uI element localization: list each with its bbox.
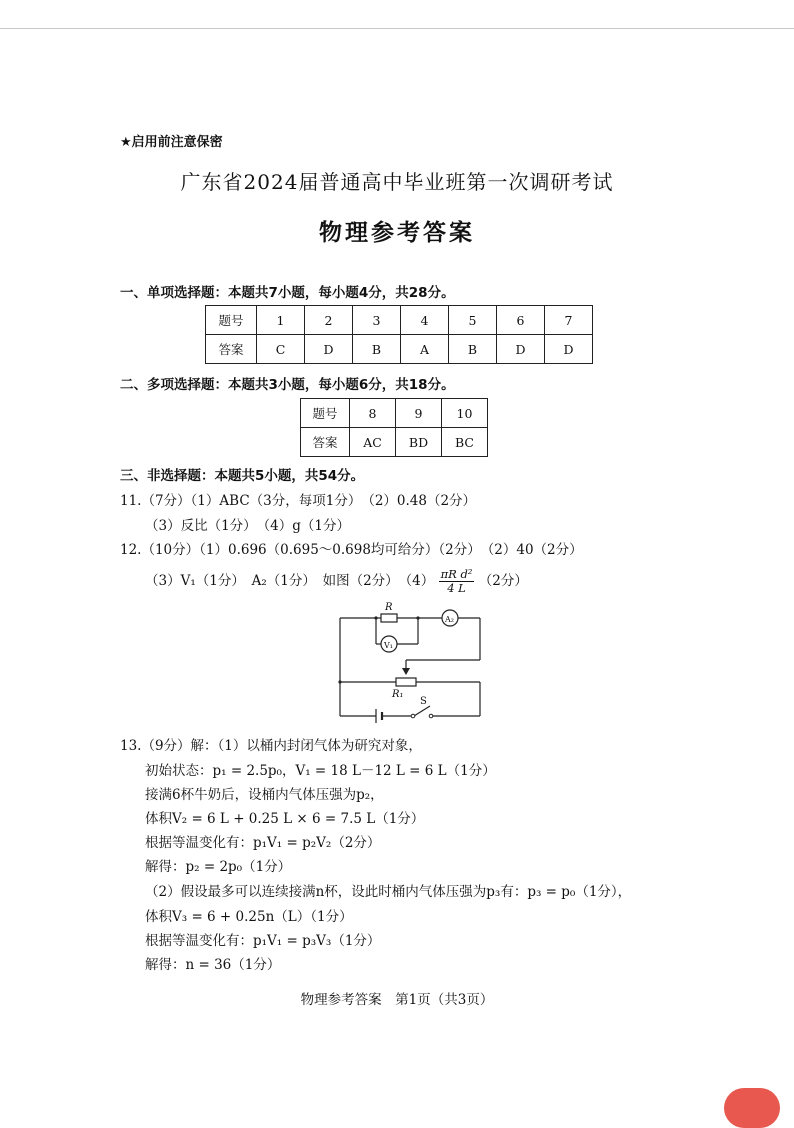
row-label: 题号	[301, 399, 350, 428]
document-title: 物理参考答案	[319, 220, 475, 246]
exam-title: 广东省2024届普通高中毕业班第一次调研考试	[180, 170, 614, 194]
q12-line1: 12.（10分）（1）0.696（0.695～0.698均可给分）（2分） （2）40（2分）	[120, 542, 583, 558]
section3-heading: 三、非选择题：本题共5小题，共54分。	[120, 468, 365, 484]
question-number: 10	[442, 399, 488, 428]
table-row	[206, 306, 593, 335]
question-number: 2	[305, 306, 353, 335]
section2-heading: 二、多项选择题：本题共3小题，每小题6分，共18分。	[120, 377, 455, 393]
junction-dot	[416, 616, 419, 619]
q13-line: 体积V₂ = 6 L + 0.25 L × 6 = 7.5 L（1分）	[145, 811, 425, 827]
question-number: 8	[350, 399, 396, 428]
q12-line2-text: （3）V₁（1分） A₂（1分） 如图（2分） （4）	[145, 573, 435, 589]
question-number: 7	[545, 306, 593, 335]
voltmeter-label: V₁	[384, 641, 393, 650]
switch-label: S	[420, 696, 427, 707]
q13-line: 初始状态：p₁ = 2.5p₀，V₁ = 18 L－12 L = 6 L（1分）	[145, 763, 496, 779]
page-footer: 物理参考答案 第1页（共3页）	[300, 992, 494, 1008]
junction-dot	[374, 616, 377, 619]
answer-cell: A	[401, 335, 449, 364]
answer-cell: C	[257, 335, 305, 364]
formula-denominator: 4 L	[447, 581, 466, 595]
q13-line: （2）假设最多可以连续接满n杯，设此时桶内气体压强为p₃有：p₃ = p₀（1分），	[145, 884, 632, 900]
q13-line: 根据等温变化有：p₁V₁ = p₃V₃（1分）	[145, 933, 381, 949]
resistivity-formula	[439, 568, 475, 595]
row-label: 题号	[206, 306, 257, 335]
q11-line1: 11.（7分）（1）ABC（3分，每项1分） （2）0.48（2分）	[120, 493, 477, 509]
row-label: 答案	[206, 335, 257, 364]
question-number: 9	[396, 399, 442, 428]
question-number: 4	[401, 306, 449, 335]
question-number: 1	[257, 306, 305, 335]
multiple-choice-answer-table	[300, 398, 488, 457]
q13-line: 13.（9分）解：（1）以桶内封闭气体为研究对象，	[120, 738, 422, 754]
confidential-notice: ★启用前注意保密	[120, 135, 223, 150]
question-number: 5	[449, 306, 497, 335]
switch-contact	[411, 714, 415, 718]
resistor-r	[381, 614, 397, 622]
q13-line: 根据等温变化有：p₁V₁ = p₂V₂（2分）	[145, 835, 381, 851]
table-row	[206, 335, 593, 364]
rheostat-r1	[396, 678, 416, 686]
circuit-diagram	[330, 598, 490, 723]
formula-numerator: πR d²	[440, 567, 473, 581]
rheostat-label: R₁	[392, 689, 404, 700]
q13-line: 解得：p₂ = 2p₀（1分）	[145, 859, 292, 875]
answer-cell: D	[545, 335, 593, 364]
resistor-label: R	[385, 602, 393, 613]
slider-arrow	[402, 668, 410, 675]
answer-cell: D	[305, 335, 353, 364]
answer-cell: B	[353, 335, 401, 364]
switch-blade	[414, 706, 430, 716]
table-row	[301, 399, 488, 428]
q12-line2	[145, 568, 528, 595]
top-border	[0, 28, 794, 29]
section1-heading: 一、单项选择题：本题共7小题，每小题4分，共28分。	[120, 285, 455, 301]
answer-cell: BC	[442, 428, 488, 457]
junction-dot	[338, 680, 341, 683]
q12-line2-tail: （2分）	[478, 573, 528, 589]
single-choice-answer-table	[205, 305, 593, 364]
answer-cell: D	[497, 335, 545, 364]
ammeter-label: A₂	[445, 615, 454, 624]
q13-line: 解得：n = 36（1分）	[145, 957, 281, 973]
answer-cell: BD	[396, 428, 442, 457]
question-number: 6	[497, 306, 545, 335]
question-number: 3	[353, 306, 401, 335]
q11-line2: （3）反比（1分） （4）g（1分）	[145, 518, 350, 534]
floating-action-badge[interactable]	[724, 1088, 780, 1128]
row-label: 答案	[301, 428, 350, 457]
answer-cell: B	[449, 335, 497, 364]
q13-line: 接满6杯牛奶后，设桶内气体压强为p₂，	[145, 787, 384, 803]
q13-line: 体积V₃ = 6 + 0.25n（L）（1分）	[145, 909, 353, 925]
switch-contact	[429, 714, 433, 718]
table-row	[301, 428, 488, 457]
answer-cell: AC	[350, 428, 396, 457]
